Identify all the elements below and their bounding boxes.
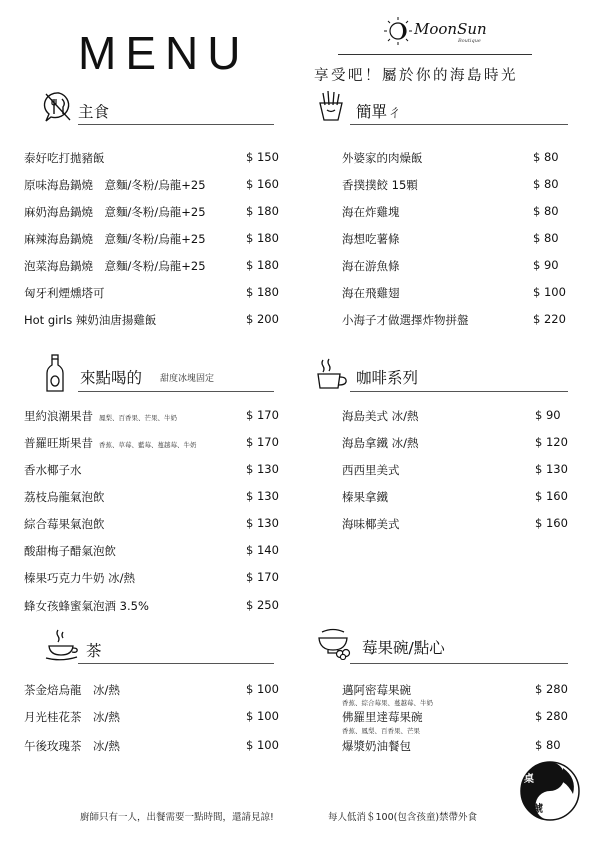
menu-item: 海味椰美式 bbox=[342, 517, 400, 531]
menu-item: 爆漿奶油餐包 bbox=[342, 739, 411, 753]
menu-price: $ 90 bbox=[533, 258, 559, 272]
menu-price: $ 90 bbox=[535, 408, 561, 422]
section-title-bowl: 莓果碗/點心 bbox=[362, 639, 445, 657]
section-divider bbox=[78, 391, 274, 392]
menu-item: 荔枝烏龍氣泡飲 bbox=[24, 490, 105, 504]
menu-price: $ 180 bbox=[246, 204, 279, 218]
item-ingredients: 鳳梨、百香果、芒果、牛奶 bbox=[99, 414, 177, 422]
menu-price: $ 100 bbox=[246, 738, 279, 752]
menu-item: 海島拿鐵 冰/熱 bbox=[342, 436, 419, 450]
menu-item: 西西里美式 bbox=[342, 463, 400, 477]
menu-price: $ 130 bbox=[535, 462, 568, 476]
menu-price: $ 100 bbox=[533, 285, 566, 299]
menu-price: $ 180 bbox=[246, 285, 279, 299]
logo-sub: Boutique bbox=[458, 38, 481, 44]
menu-price: $ 80 bbox=[535, 738, 561, 752]
menu-item: 海想吃薯條 bbox=[342, 232, 400, 246]
menu-price: $ 140 bbox=[246, 543, 279, 557]
menu-price: $ 120 bbox=[535, 435, 568, 449]
menu-item: 泰好吃打拋豬飯 bbox=[24, 151, 105, 165]
menu-item: 佛羅里達莓果碗 bbox=[342, 710, 423, 724]
section-divider bbox=[78, 124, 274, 125]
menu-price: $ 100 bbox=[246, 709, 279, 723]
table-label-1: 桌 bbox=[524, 774, 534, 785]
menu-item: 海在飛雞翅 bbox=[342, 286, 400, 300]
menu-price: $ 80 bbox=[533, 177, 559, 191]
menu-price: $ 200 bbox=[246, 312, 279, 326]
table-label-2: 號 bbox=[533, 804, 543, 815]
section-title-main: 主食 bbox=[78, 103, 110, 121]
menu-item: 原味海島鍋燒 意麵/冬粉/烏龍+25 bbox=[24, 178, 206, 192]
menu-item: 麻奶海島鍋燒 意麵/冬粉/烏龍+25 bbox=[24, 205, 206, 219]
menu-price: $ 80 bbox=[533, 150, 559, 164]
fork-knife-bubble-icon bbox=[42, 90, 76, 124]
footer-note-chef: 廚師只有一人，出餐需要一點時間，還請見諒! bbox=[80, 812, 274, 823]
menu-item: 酸甜梅子醋氣泡飲 bbox=[24, 544, 116, 558]
menu-price: $ 280 bbox=[535, 682, 568, 696]
menu-price: $ 80 bbox=[533, 204, 559, 218]
menu-item: 匈牙利煙燻塔可 bbox=[24, 286, 105, 300]
section-title-tea: 茶 bbox=[86, 642, 102, 660]
section-divider bbox=[350, 663, 568, 664]
menu-price: $ 170 bbox=[246, 570, 279, 584]
menu-price: $ 220 bbox=[533, 312, 566, 326]
footer-note-minimum: 每人低消＄100(包含孩童)禁帶外食 bbox=[328, 812, 478, 823]
section-divider bbox=[350, 391, 568, 392]
menu-price: $ 160 bbox=[535, 516, 568, 530]
menu-item: 麻辣海島鍋燒 意麵/冬粉/烏龍+25 bbox=[24, 232, 206, 246]
menu-title: MENU bbox=[78, 27, 250, 79]
menu-item: 小海子才做選擇炸物拼盤 bbox=[342, 313, 469, 327]
menu-item: 外婆家的肉燥飯 bbox=[342, 151, 423, 165]
menu-item: 海在炸雞塊 bbox=[342, 205, 400, 219]
menu-price: $ 130 bbox=[246, 516, 279, 530]
item-ingredients: 香蕉、鳳梨、百香果、芒果 bbox=[342, 727, 420, 735]
menu-item: 茶金焙烏龍 冰/熱 bbox=[24, 683, 120, 697]
menu-price: $ 280 bbox=[535, 709, 568, 723]
menu-price: $ 170 bbox=[246, 408, 279, 422]
menu-price: $ 170 bbox=[246, 435, 279, 449]
slogan: 享受吧！屬於你的海島時光 bbox=[314, 68, 518, 84]
menu-price: $ 130 bbox=[246, 489, 279, 503]
coffee-cup-icon bbox=[314, 356, 350, 392]
section-title-coffee: 咖啡系列 bbox=[356, 369, 419, 387]
menu-price: $ 130 bbox=[246, 462, 279, 476]
menu-item: 泡菜海島鍋燒 意麵/冬粉/烏龍+25 bbox=[24, 259, 206, 273]
menu-price: $ 180 bbox=[246, 231, 279, 245]
menu-item: 榛果拿鐵 bbox=[342, 490, 388, 504]
menu-item: 綜合莓果氣泡飲 bbox=[24, 517, 105, 531]
section-divider bbox=[350, 124, 568, 125]
menu-item: 榛果巧克力牛奶 冰/熱 bbox=[24, 571, 136, 585]
moonsun-logo-icon bbox=[383, 16, 413, 46]
section-title-simple: 簡單ㄔ bbox=[356, 103, 403, 121]
menu-item: 月光桂花茶 冰/熱 bbox=[24, 710, 120, 724]
menu-item: 海島美式 冰/熱 bbox=[342, 409, 419, 423]
menu-price: $ 160 bbox=[246, 177, 279, 191]
menu-item: 海在游魚條 bbox=[342, 259, 400, 273]
menu-price: $ 80 bbox=[533, 231, 559, 245]
section-divider bbox=[78, 663, 274, 664]
bottle-icon bbox=[44, 354, 66, 394]
menu-item: 午後玫瑰茶 冰/熱 bbox=[24, 739, 120, 753]
menu-price: $ 180 bbox=[246, 258, 279, 272]
menu-price: $ 100 bbox=[246, 682, 279, 696]
menu-price: $ 150 bbox=[246, 150, 279, 164]
logo-divider bbox=[338, 54, 532, 55]
menu-price: $ 160 bbox=[535, 489, 568, 503]
section-note-drinks: 甜度冰塊固定 bbox=[160, 374, 215, 384]
tea-cup-icon bbox=[44, 628, 80, 662]
menu-item: 普羅旺斯果昔 香蕉、草莓、藍莓、蔓越莓、牛奶 bbox=[24, 436, 197, 450]
menu-item: 蜂女孩蜂蜜氣泡酒 3.5% bbox=[24, 599, 149, 613]
section-title-drinks: 來點喝的 bbox=[80, 369, 143, 387]
menu-item: 香撲撲餃 15顆 bbox=[342, 178, 418, 192]
logo-name: MoonSun bbox=[414, 20, 487, 38]
fries-icon bbox=[316, 88, 346, 124]
menu-item: 里約浪潮果昔 鳳梨、百香果、芒果、牛奶 bbox=[24, 409, 177, 423]
item-ingredients: 香蕉、綜合莓果、蔓越莓、牛奶 bbox=[342, 699, 433, 707]
menu-item: 香水椰子水 bbox=[24, 463, 82, 477]
menu-item: Hot girls 辣奶油唐揚雞飯 bbox=[24, 313, 157, 327]
item-ingredients: 香蕉、草莓、藍莓、蔓越莓、牛奶 bbox=[99, 441, 197, 449]
berry-bowl-icon bbox=[316, 626, 352, 660]
menu-item: 邁阿密莓果碗 bbox=[342, 683, 411, 697]
menu-price: $ 250 bbox=[246, 598, 279, 612]
